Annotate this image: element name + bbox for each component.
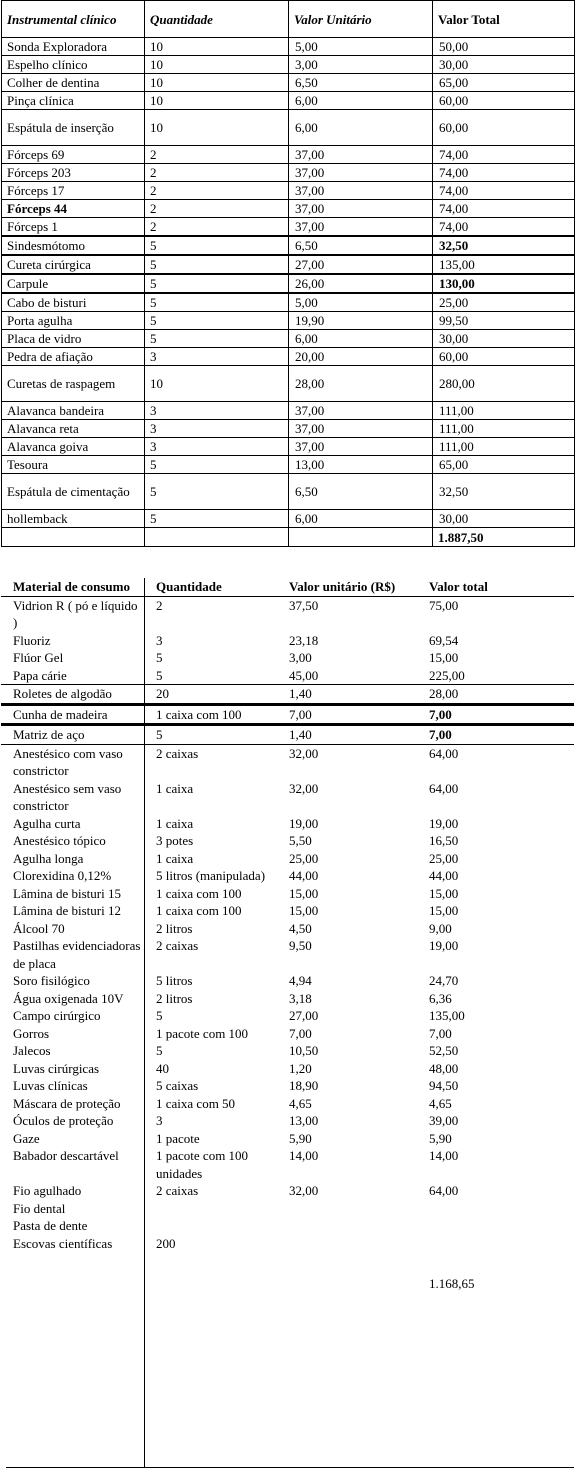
- item-total: 69,54: [429, 632, 459, 648]
- item-name: Água oxigenada 10V: [13, 990, 124, 1006]
- item-total: 30,00: [433, 330, 575, 348]
- table-row: [2, 438, 575, 456]
- instrumental-table: [1, 0, 575, 547]
- table-row: [1, 667, 574, 685]
- table-row: [1, 1095, 574, 1113]
- item-quantity: 5: [145, 474, 289, 510]
- table-row: [2, 510, 575, 528]
- table-row: [2, 146, 575, 164]
- item-quantity: 5: [156, 1043, 163, 1058]
- item-quantity: 1 caixa: [156, 815, 194, 831]
- item-name: Luvas clínicas: [13, 1078, 88, 1093]
- item-quantity: 2 caixas: [144, 744, 284, 780]
- table-row: [2, 456, 575, 474]
- item-total: 9,00: [429, 920, 452, 936]
- item-name: Agulha longa: [13, 850, 84, 866]
- item-quantity: 20: [144, 685, 284, 705]
- item-total: 6,36: [429, 990, 452, 1006]
- column-divider: [144, 578, 145, 1468]
- item-name: Flúor Gel: [13, 650, 64, 665]
- item-total: 111,00: [433, 420, 575, 438]
- table-row: [2, 74, 575, 92]
- item-unit-price: 6,00: [289, 330, 433, 348]
- table-row: [2, 474, 575, 510]
- table-row: [1, 649, 574, 667]
- table-row: [2, 92, 575, 110]
- item-name: Porta agulha: [2, 312, 145, 330]
- item-quantity: 10: [145, 38, 289, 56]
- consumo-total-row: [1, 1252, 574, 1292]
- item-name: Vidrion R ( pó e líquido ): [1, 596, 144, 632]
- item-quantity: 1 caixa com 50: [156, 1095, 236, 1111]
- item-unit-price: 45,00: [289, 667, 319, 683]
- table-row: [2, 366, 575, 402]
- item-quantity: 5: [156, 650, 163, 665]
- item-total: 50,00: [433, 38, 575, 56]
- item-total: 4,65: [429, 1095, 452, 1111]
- item-unit-price: 13,00: [289, 1113, 319, 1128]
- item-unit-price: 37,00: [289, 200, 433, 218]
- item-name: Colher de dentina: [2, 74, 145, 92]
- item-total: 60,00: [433, 110, 575, 146]
- item-unit-price: 6,00: [289, 110, 433, 146]
- item-total: 135,00: [433, 255, 575, 274]
- item-total: 130,00: [433, 274, 575, 293]
- item-quantity: 3: [145, 402, 289, 420]
- item-unit-price: [284, 1217, 424, 1235]
- item-quantity: 5: [145, 293, 289, 312]
- item-total: 74,00: [433, 164, 575, 182]
- table-row: [2, 236, 575, 255]
- item-total: 19,00: [429, 938, 459, 953]
- item-unit-price: 32,00: [284, 744, 424, 780]
- item-unit-price: 6,50: [289, 236, 433, 255]
- item-unit-price: 1,40: [284, 725, 424, 745]
- item-name: Jalecos: [13, 1043, 51, 1058]
- header-valor-total: Valor total: [424, 578, 574, 596]
- item-name: Gaze: [13, 1130, 40, 1146]
- item-quantity: 2: [144, 596, 284, 632]
- item-total: 32,50: [433, 474, 575, 510]
- instrumental-total-row: [2, 528, 575, 547]
- table-row: [1, 1007, 574, 1025]
- table-row: [2, 348, 575, 366]
- item-quantity: 3: [145, 348, 289, 366]
- item-unit-price: 26,00: [289, 274, 433, 293]
- item-name: Anestésico sem vaso constrictor: [13, 780, 122, 813]
- header-instrumental: Instrumental clínico: [2, 1, 145, 38]
- table-row: [1, 1077, 574, 1095]
- header-valor-unitario: Valor unitário (R$): [284, 578, 424, 596]
- item-unit-price: 23,18: [289, 632, 319, 648]
- table-row: [1, 902, 574, 920]
- item-unit-price: 6,50: [289, 74, 433, 92]
- item-unit-price: [284, 1235, 424, 1253]
- item-name: Fio agulhado: [13, 1183, 82, 1198]
- item-name: Curetas de raspagem: [2, 366, 145, 402]
- item-name: Fluoriz: [13, 632, 51, 648]
- table-row: [1, 704, 574, 725]
- item-quantity: 1 pacote com 100: [156, 1025, 249, 1041]
- item-quantity: 5 caixas: [156, 1078, 199, 1093]
- item-quantity: 2: [145, 200, 289, 218]
- item-quantity: 1 caixa com 100: [144, 704, 284, 725]
- item-total: 30,00: [433, 510, 575, 528]
- item-quantity: 10: [145, 92, 289, 110]
- item-total: 74,00: [433, 218, 575, 237]
- table-row: [2, 312, 575, 330]
- item-name: Espátula de inserção: [2, 110, 145, 146]
- item-quantity: 3: [156, 1113, 163, 1128]
- item-quantity: 5 litros: [156, 973, 193, 988]
- item-unit-price: 19,90: [289, 312, 433, 330]
- table-row: [1, 744, 574, 780]
- table-row: [1, 1147, 574, 1182]
- item-unit-price: 37,50: [284, 596, 424, 632]
- item-name: Fórceps 203: [2, 164, 145, 182]
- item-total: 135,00: [429, 1008, 465, 1023]
- item-unit-price: 25,00: [289, 850, 319, 866]
- item-unit-price: 4,94: [289, 973, 312, 988]
- item-unit-price: 10,50: [289, 1043, 319, 1058]
- item-name: Clorexidina 0,12%: [13, 868, 112, 883]
- item-total: 15,00: [429, 885, 459, 901]
- table-row: [1, 1200, 574, 1218]
- table-row: [1, 685, 574, 705]
- table-row: [1, 920, 574, 938]
- item-quantity: 5: [145, 456, 289, 474]
- table-row: [1, 780, 574, 815]
- table-row: [2, 110, 575, 146]
- item-unit-price: 32,00: [289, 780, 319, 796]
- item-total: 5,90: [429, 1130, 452, 1146]
- item-total: 64,00: [424, 744, 574, 780]
- item-name: Máscara de proteção: [13, 1095, 121, 1111]
- item-unit-price: 28,00: [289, 366, 433, 402]
- item-name: Espelho clínico: [2, 56, 145, 74]
- item-name: Cureta cirúrgica: [2, 255, 145, 274]
- table-row: [1, 885, 574, 903]
- item-unit-price: 3,00: [289, 56, 433, 74]
- item-quantity: [144, 1200, 284, 1218]
- table-row: [1, 867, 574, 885]
- item-quantity: 10: [145, 110, 289, 146]
- item-unit-price: 37,00: [289, 402, 433, 420]
- item-name: Óculos de proteção: [13, 1113, 114, 1128]
- item-total: [424, 1217, 574, 1235]
- table-row: [1, 596, 574, 632]
- item-unit-price: 20,00: [289, 348, 433, 366]
- item-name: Alavanca reta: [2, 420, 145, 438]
- instrumental-header-row: [2, 1, 575, 38]
- item-quantity: 5 litros (manipulada): [156, 868, 266, 883]
- item-total: 64,00: [429, 1183, 459, 1198]
- item-unit-price: 7,00: [284, 704, 424, 725]
- table-row: [1, 1182, 574, 1200]
- bottom-rule: [6, 1467, 574, 1468]
- item-quantity: 40: [156, 1060, 169, 1076]
- item-quantity: 2 caixas: [156, 938, 199, 953]
- item-unit-price: 6,50: [289, 474, 433, 510]
- item-quantity: 1 pacote: [156, 1130, 200, 1146]
- item-quantity: 5: [145, 274, 289, 293]
- item-total: 60,00: [433, 92, 575, 110]
- item-name: Anestésico com vaso constrictor: [1, 744, 144, 780]
- item-total: 24,70: [429, 973, 459, 988]
- item-unit-price: 3,18: [289, 990, 312, 1006]
- item-quantity: 1 pacote com 100 unidades: [156, 1148, 249, 1181]
- item-name: Fórceps 17: [2, 182, 145, 200]
- item-quantity: 10: [145, 366, 289, 402]
- item-quantity: 3: [156, 632, 163, 648]
- item-quantity: 2: [145, 182, 289, 200]
- item-total: 7,00: [429, 1025, 452, 1041]
- table-row: [2, 38, 575, 56]
- item-name: Pinça clínica: [2, 92, 145, 110]
- item-unit-price: 14,00: [289, 1148, 319, 1163]
- table-row: [1, 1235, 574, 1253]
- item-quantity: 5: [156, 667, 163, 683]
- item-name: Babador descartável: [13, 1148, 119, 1163]
- item-total: 64,00: [429, 780, 459, 796]
- item-total: 111,00: [433, 402, 575, 420]
- item-unit-price: 18,90: [289, 1078, 319, 1093]
- table-row: [1, 1217, 574, 1235]
- item-total: 32,50: [433, 236, 575, 255]
- item-total: 52,50: [429, 1043, 459, 1058]
- item-total: 280,00: [433, 366, 575, 402]
- item-total: 28,00: [424, 685, 574, 705]
- item-name: Fórceps 1: [2, 218, 145, 237]
- item-unit-price: 44,00: [289, 868, 319, 883]
- item-total: 60,00: [433, 348, 575, 366]
- table-row: [1, 632, 574, 650]
- item-unit-price: 5,00: [289, 38, 433, 56]
- item-name: Gorros: [13, 1025, 50, 1041]
- item-name: Fórceps 44: [2, 200, 145, 218]
- item-name: hollemback: [2, 510, 145, 528]
- item-unit-price: 5,90: [289, 1130, 312, 1146]
- item-total: 65,00: [433, 74, 575, 92]
- item-quantity: 10: [145, 56, 289, 74]
- item-quantity: 5: [144, 725, 284, 745]
- item-name: Fio dental: [13, 1200, 66, 1216]
- item-quantity: 3 potes: [156, 833, 194, 848]
- item-name: Lâmina de bisturi 15: [13, 885, 121, 901]
- item-unit-price: 4,50: [289, 920, 312, 936]
- item-name: Sindesmótomo: [2, 236, 145, 255]
- item-quantity: 2 litros: [156, 920, 193, 936]
- item-name: Alavanca bandeira: [2, 402, 145, 420]
- item-quantity: 2: [145, 164, 289, 182]
- item-total: [424, 1200, 574, 1218]
- item-quantity: 2 caixas: [156, 1183, 199, 1198]
- item-name: Tesoura: [2, 456, 145, 474]
- item-unit-price: 37,00: [289, 420, 433, 438]
- item-quantity: 1 caixa: [156, 850, 194, 866]
- item-quantity: 5: [145, 255, 289, 274]
- item-name: Pasta de dente: [13, 1218, 88, 1233]
- item-unit-price: 32,00: [289, 1183, 319, 1198]
- item-quantity: [144, 1217, 284, 1235]
- item-total: 74,00: [433, 200, 575, 218]
- item-quantity: 5: [145, 330, 289, 348]
- item-name: Agulha curta: [13, 815, 81, 831]
- item-unit-price: 37,00: [289, 438, 433, 456]
- item-unit-price: 4,65: [289, 1095, 312, 1111]
- table-row: [1, 815, 574, 833]
- item-total: 74,00: [433, 182, 575, 200]
- consumo-header-row: [1, 578, 574, 596]
- consumo-table: [1, 578, 574, 1292]
- item-name: Cabo de bisturi: [2, 293, 145, 312]
- header-valor-unitario: Valor Unitário: [289, 1, 433, 38]
- item-quantity: 2 litros: [156, 990, 193, 1006]
- item-total: 99,50: [433, 312, 575, 330]
- table-row: [2, 420, 575, 438]
- table-row: [1, 1025, 574, 1043]
- item-unit-price: 6,00: [289, 92, 433, 110]
- table-row: [2, 218, 575, 237]
- item-total: 65,00: [433, 456, 575, 474]
- table-row: [1, 1060, 574, 1078]
- item-unit-price: 13,00: [289, 456, 433, 474]
- item-name: Luvas cirúrgicas: [13, 1060, 100, 1076]
- table-row: [1, 990, 574, 1008]
- table-row: [1, 972, 574, 990]
- table-row: [2, 255, 575, 274]
- item-quantity: 3: [145, 438, 289, 456]
- table-row: [2, 56, 575, 74]
- item-unit-price: 6,00: [289, 510, 433, 528]
- table-row: [1, 832, 574, 850]
- item-name: Roletes de algodão: [1, 685, 144, 705]
- item-unit-price: [284, 1200, 424, 1218]
- item-total: 25,00: [433, 293, 575, 312]
- item-total: 94,50: [429, 1078, 459, 1093]
- item-name: Álcool 70: [13, 920, 65, 936]
- item-unit-price: 27,00: [289, 255, 433, 274]
- item-quantity: 3: [145, 420, 289, 438]
- item-name: Espátula de cimentação: [2, 474, 145, 510]
- item-total: [424, 1235, 574, 1253]
- item-unit-price: 27,00: [289, 1008, 319, 1023]
- item-name: Cunha de madeira: [1, 704, 144, 725]
- item-unit-price: 3,00: [289, 650, 312, 665]
- item-total: 7,00: [424, 725, 574, 745]
- item-unit-price: 19,00: [289, 815, 319, 831]
- item-quantity: 5: [156, 1008, 163, 1023]
- item-name: Lâmina de bisturi 12: [13, 903, 121, 918]
- item-unit-price: 5,00: [289, 293, 433, 312]
- item-quantity: 5: [145, 236, 289, 255]
- table-row: [1, 850, 574, 868]
- item-quantity: 1 caixa com 100: [156, 903, 242, 918]
- item-quantity: 2: [145, 218, 289, 237]
- table-row: [1, 1112, 574, 1130]
- item-total: 15,00: [429, 903, 459, 918]
- item-total: 225,00: [429, 667, 465, 683]
- item-total: 19,00: [429, 815, 459, 831]
- item-unit-price: 5,50: [289, 833, 312, 848]
- item-total: 16,50: [429, 833, 459, 848]
- item-total: 48,00: [429, 1060, 459, 1076]
- item-total: 75,00: [424, 596, 574, 632]
- item-unit-price: 37,00: [289, 164, 433, 182]
- consumo-total: 1.168,65: [429, 1275, 475, 1291]
- item-total: 7,00: [424, 704, 574, 725]
- item-name: Anestésico tópico: [13, 833, 106, 848]
- item-unit-price: 37,00: [289, 218, 433, 237]
- item-unit-price: 7,00: [289, 1025, 312, 1041]
- item-name: Campo cirúrgico: [13, 1008, 101, 1023]
- item-unit-price: 15,00: [289, 885, 319, 901]
- item-quantity: 10: [145, 74, 289, 92]
- item-quantity: 2: [145, 146, 289, 164]
- item-total: 74,00: [433, 146, 575, 164]
- item-name: Fórceps 69: [2, 146, 145, 164]
- item-name: Pedra de afiação: [2, 348, 145, 366]
- table-row: [1, 937, 574, 972]
- item-total: 39,00: [429, 1113, 459, 1128]
- table-row: [2, 200, 575, 218]
- item-unit-price: 1,40: [284, 685, 424, 705]
- item-quantity: 5: [145, 510, 289, 528]
- table-row: [2, 164, 575, 182]
- item-total: 111,00: [433, 438, 575, 456]
- item-total: 14,00: [429, 1148, 459, 1163]
- table-row: [1, 725, 574, 745]
- item-quantity: 1 caixa: [156, 780, 194, 796]
- table-row: [2, 330, 575, 348]
- item-unit-price: 37,00: [289, 182, 433, 200]
- table-row: [1, 1130, 574, 1148]
- item-name: Matriz de aço: [1, 725, 144, 745]
- item-name: Placa de vidro: [2, 330, 145, 348]
- item-unit-price: 1,20: [289, 1060, 312, 1076]
- item-quantity: 1 caixa com 100: [156, 885, 242, 901]
- item-total: 25,00: [429, 850, 459, 866]
- table-row: [2, 293, 575, 312]
- table-row: [1, 1042, 574, 1060]
- table-row: [2, 402, 575, 420]
- item-name: Alavanca goiva: [2, 438, 145, 456]
- table-row: [2, 274, 575, 293]
- item-name: Escovas científicas: [13, 1235, 113, 1251]
- item-unit-price: 37,00: [289, 146, 433, 164]
- header-quantidade: Quantidade: [145, 1, 289, 38]
- item-name: Soro fisilógico: [13, 973, 90, 988]
- item-name: Sonda Exploradora: [2, 38, 145, 56]
- instrumental-total: 1.887,50: [433, 528, 575, 547]
- item-total: 30,00: [433, 56, 575, 74]
- header-material: Material de consumo: [1, 578, 144, 596]
- table-row: [2, 182, 575, 200]
- header-quantidade: Quantidade: [144, 578, 284, 596]
- item-total: 15,00: [429, 650, 459, 665]
- item-name: Pastilhas evidenciadoras de placa: [13, 938, 141, 971]
- item-total: 44,00: [429, 868, 459, 883]
- item-unit-price: 15,00: [289, 903, 319, 918]
- item-quantity: 5: [145, 312, 289, 330]
- header-valor-total: Valor Total: [433, 1, 575, 38]
- item-name: Papa cárie: [13, 667, 67, 683]
- item-quantity: 200: [156, 1235, 176, 1251]
- item-unit-price: 9,50: [289, 938, 312, 953]
- item-name: Carpule: [2, 274, 145, 293]
